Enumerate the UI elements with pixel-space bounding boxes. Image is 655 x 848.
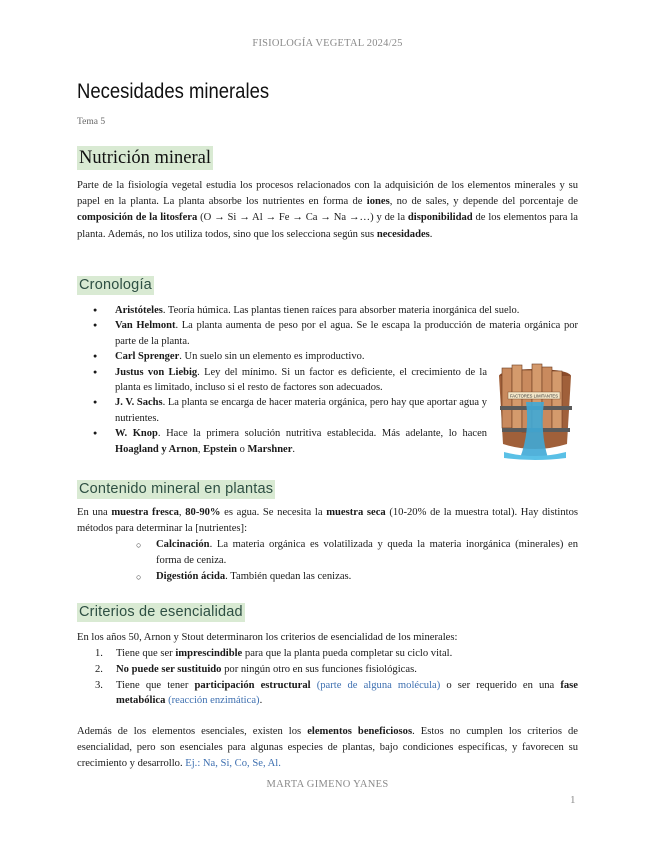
list-item: 2. No puede ser sustituido por ningún otro en sus funciones fisiológicas. [95,663,417,675]
heading-nutricion-mineral: Nutrición mineral [79,148,212,168]
paragraph-criterios-intro: En los años 50, Arnon y Stout determinaron los criterios de esencialidad de los minerales: [77,632,458,643]
heading-criterios-esencialidad: Criterios de esencialidad [79,604,243,620]
list-item: ● W. Knop. Hace la primera solución nutritiva establecida. Más adelante, lo hacen Hoagland y Arnon, Epstein o Marshner. [77,426,487,457]
page-footer-author: MARTA GIMENO YANES [266,779,389,790]
list-item: ○ Calcinación. La materia orgánica es volatilizada y queda la materia inorgánica (minerales) en forma de ceniza. [134,537,578,569]
paragraph-contenido: En una muestra fresca, 80-90% es agua. Se necesita la muestra seca (10-20% de la muestra total). Hay distintos métodos para determinar la [nutrientes]: [77,507,578,535]
list-item: ● J. V. Sachs. La planta se encarga de hacer materia orgánica, pero hay que aportar agua y nutrientes. [77,395,487,426]
list-item: ● Justus von Liebig. Ley del mínimo. Si un factor es deficiente, el crecimiento de la planta es limitado, incluso si el resto de factores son adecuados. [77,365,487,396]
page-header: FISIOLOGÍA VEGETAL 2024/25 [252,38,403,49]
list-item: ● Van Helmont. La planta aumenta de peso por el agua. Se le escapa la producción de materia orgánica por parte de la planta. [77,318,578,349]
criterios-list [77,646,578,709]
paragraph-nutricion: Parte de la fisiología vegetal estudia los procesos relacionados con la adquisición de los elementos minerales y su papel en la planta. La planta absorbe los nutrientes en forma de iones, no de sales, y depende del porcentaje de composición de la litosfera (O → Si → Al → Fe → Ca → Na →…) y de la disponibilidad de los elementos para la planta. Además, no los utiliza todos, sino que los selecciona según sus necesidades. [77,180,578,240]
list-item: 3. Tiene que tener participación estructural (parte de alguna molécula) o ser requerido en una fase metabólica (reacción enzimática). [95,679,578,707]
heading-contenido-mineral: Contenido mineral en plantas [79,481,274,497]
heading-cronologia: Cronología [79,277,152,293]
list-item: ○ Digestión ácida. También quedan las cenizas. [134,569,578,585]
liebig-barrel-illustration [490,362,580,462]
page-number: 1 [570,794,576,806]
list-item: ● Aristóteles. Teoría húmica. Las plantas tienen raíces para absorber materia inorgánica del suelo. [77,303,578,318]
barrel-label: FACTORES LIMITANTES [509,393,559,399]
list-item: 1. Tiene que ser imprescindible para que la planta pueda completar su ciclo vital. [95,648,453,659]
list-item: ● Carl Sprenger. Un suelo sin un elemento es improductivo. [77,349,487,364]
document-title: Necesidades minerales [77,80,270,103]
metodos-list [134,537,578,585]
paragraph-elementos-beneficiosos: Además de los elementos esenciales, existen los elementos beneficiosos. Estos no cumplen los criterios de esencialidad, pero son esenciales para algunas especies de plantas, bajo condiciones específicas, y favorecen su crecimiento y desarrollo. Ej.: Na, Si, Co, Se, Al. [77,726,578,770]
example-elements: Ej.: Na, Si, Co, Se, Al. [185,758,281,770]
document-subtitle: Tema 5 [77,117,106,127]
